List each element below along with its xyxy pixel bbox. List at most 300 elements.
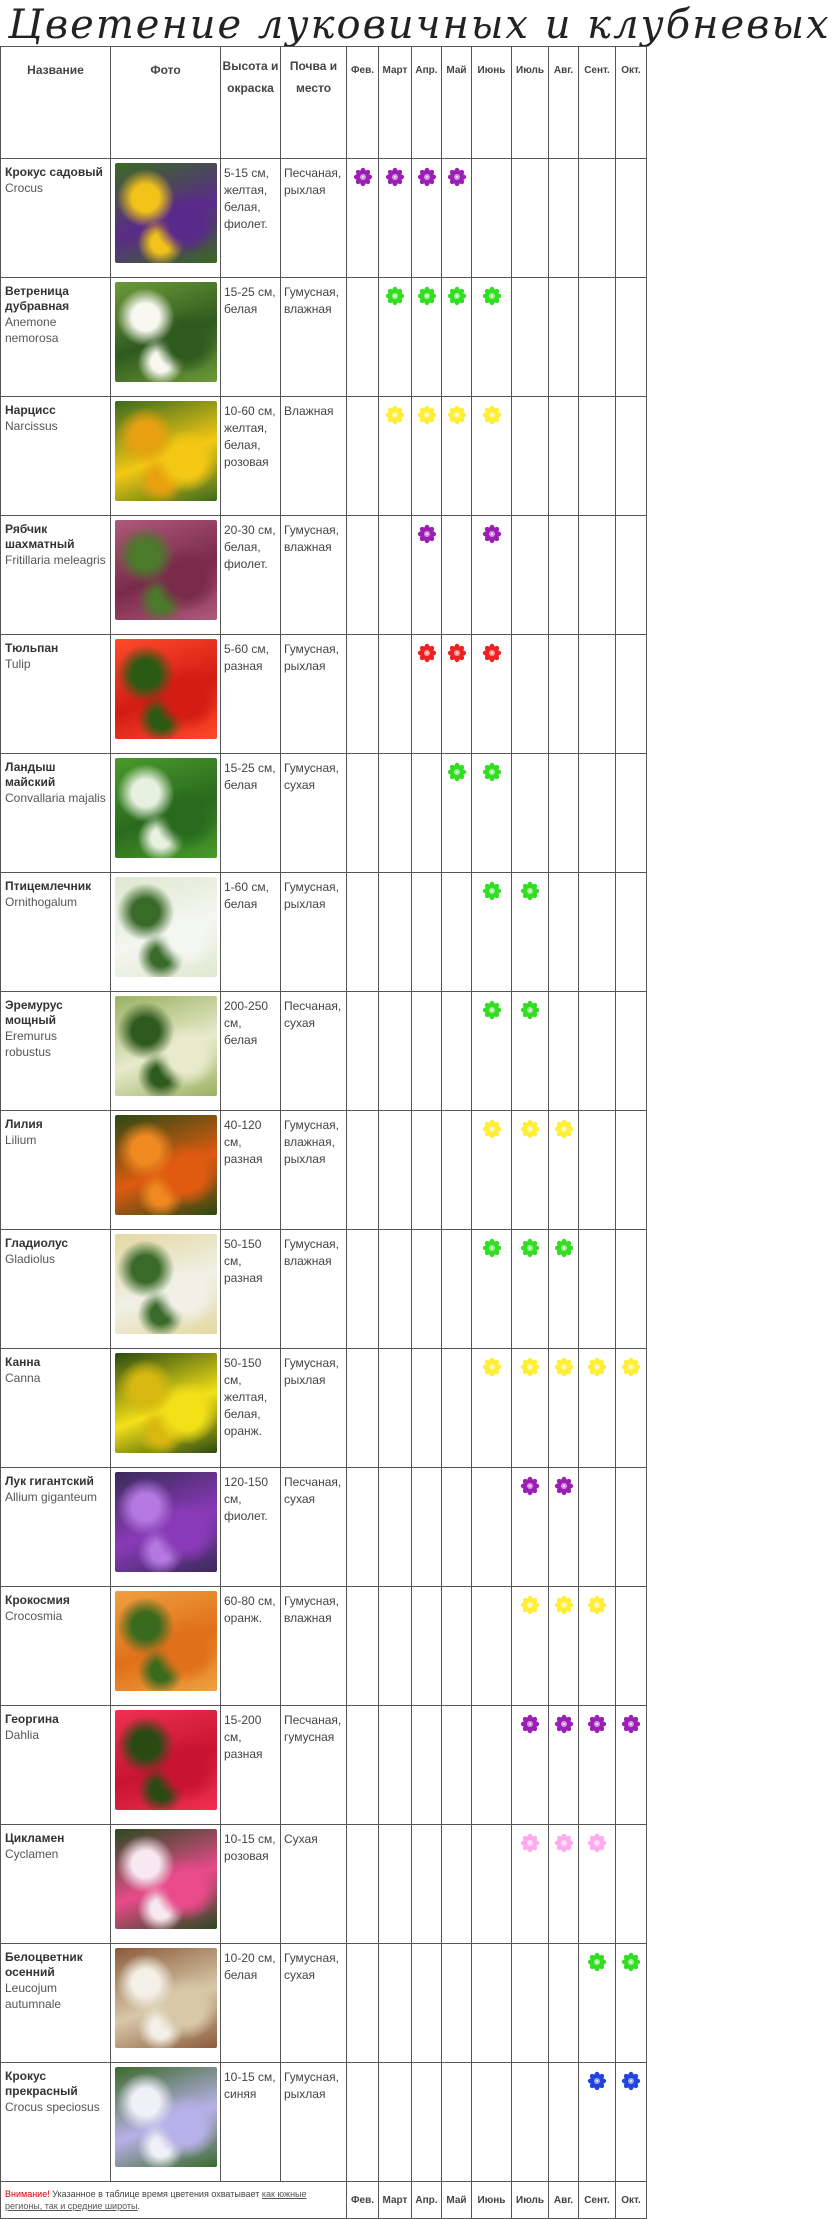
bloom-cell-Окт. — [616, 992, 647, 1111]
bloom-cell-Март — [379, 873, 412, 992]
bloom-cell-Апр. — [412, 1349, 442, 1468]
plant-name: Белоцветник осенний — [5, 1950, 83, 1979]
plant-height-color: 10-15 см, синяя — [221, 2063, 281, 2182]
bloom-flower-icon — [482, 405, 502, 425]
plant-photo-cell — [111, 1944, 221, 2063]
plant-photo — [115, 401, 217, 501]
col-header-month: Март — [379, 47, 412, 159]
bloom-cell-Март — [379, 1230, 412, 1349]
bloom-cell-Июль — [512, 2063, 549, 2182]
footer-month: Июнь — [472, 2182, 512, 2219]
bloom-cell-Апр. — [412, 1587, 442, 1706]
bloom-cell-Июль — [512, 278, 549, 397]
bloom-cell-Авг. — [549, 1468, 579, 1587]
plant-name: Птицемлечник — [5, 879, 92, 893]
plant-height-color: 10-15 см, розовая — [221, 1825, 281, 1944]
plant-soil: Гумусная, сухая — [281, 754, 347, 873]
plant-photo — [115, 1115, 217, 1215]
plant-name: Цикламен — [5, 1831, 65, 1845]
bloom-flower-icon — [385, 167, 405, 187]
bloom-cell-Июль — [512, 1349, 549, 1468]
plant-photo — [115, 282, 217, 382]
bloom-flower-icon — [587, 1595, 607, 1615]
bloom-cell-Фев. — [347, 1825, 379, 1944]
bloom-cell-Фев. — [347, 873, 379, 992]
bloom-cell-Окт. — [616, 397, 647, 516]
plant-photo — [115, 2067, 217, 2167]
bloom-cell-Фев. — [347, 2063, 379, 2182]
bloom-table — [0, 46, 647, 2219]
bloom-cell-Фев. — [347, 278, 379, 397]
plant-row — [1, 2063, 647, 2182]
plant-latin-name: Crocus speciosus — [5, 2100, 100, 2114]
plant-photo — [115, 639, 217, 739]
bloom-flower-icon — [447, 286, 467, 306]
plant-row — [1, 516, 647, 635]
bloom-cell-Март — [379, 992, 412, 1111]
col-header-soil: Почва и место — [281, 47, 347, 159]
bloom-flower-icon — [447, 405, 467, 425]
bloom-cell-Март — [379, 1349, 412, 1468]
bloom-cell-Апр. — [412, 873, 442, 992]
bloom-flower-icon — [587, 1357, 607, 1377]
plant-photo — [115, 163, 217, 263]
plant-latin-name: Lilium — [5, 1133, 37, 1147]
footer-warning: Внимание! — [5, 2189, 50, 2199]
bloom-flower-icon — [447, 643, 467, 663]
plant-latin-name: Anemone nemorosa — [5, 315, 59, 345]
plant-height-color: 1-60 см, белая — [221, 873, 281, 992]
bloom-cell-Май — [442, 754, 472, 873]
bloom-cell-Май — [442, 1349, 472, 1468]
plant-soil: Гумусная, влажная, рыхлая — [281, 1111, 347, 1230]
bloom-cell-Сент. — [579, 1230, 616, 1349]
plant-name-cell — [1, 1944, 111, 2063]
bloom-flower-icon — [587, 2071, 607, 2091]
bloom-cell-Авг. — [549, 1706, 579, 1825]
bloom-flower-icon — [587, 1714, 607, 1734]
bloom-cell-Сент. — [579, 278, 616, 397]
bloom-flower-icon — [554, 1238, 574, 1258]
bloom-cell-Май — [442, 2063, 472, 2182]
bloom-cell-Окт. — [616, 1587, 647, 1706]
bloom-cell-Апр. — [412, 1944, 442, 2063]
bloom-cell-Июль — [512, 754, 549, 873]
plant-name-cell — [1, 1825, 111, 1944]
bloom-cell-Окт. — [616, 516, 647, 635]
bloom-cell-Окт. — [616, 873, 647, 992]
plant-name: Лилия — [5, 1117, 43, 1131]
bloom-cell-Авг. — [549, 1944, 579, 2063]
plant-photo — [115, 1948, 217, 2048]
bloom-cell-Сент. — [579, 1468, 616, 1587]
bloom-cell-Июнь — [472, 1706, 512, 1825]
bloom-cell-Сент. — [579, 1706, 616, 1825]
bloom-cell-Апр. — [412, 1706, 442, 1825]
bloom-cell-Май — [442, 873, 472, 992]
bloom-cell-Авг. — [549, 516, 579, 635]
plant-row — [1, 1468, 647, 1587]
plant-name: Крокосмия — [5, 1593, 70, 1607]
plant-name-cell — [1, 1468, 111, 1587]
plant-row — [1, 1825, 647, 1944]
bloom-cell-Фев. — [347, 1944, 379, 2063]
bloom-cell-Авг. — [549, 159, 579, 278]
plant-height-color: 120-150 см, фиолет. — [221, 1468, 281, 1587]
bloom-cell-Июль — [512, 1944, 549, 2063]
plant-photo — [115, 758, 217, 858]
plant-height-color: 50-150 см, разная — [221, 1230, 281, 1349]
bloom-cell-Май — [442, 1587, 472, 1706]
bloom-flower-icon — [417, 286, 437, 306]
plant-photo — [115, 1591, 217, 1691]
col-header-month: Май — [442, 47, 472, 159]
plant-name-cell — [1, 992, 111, 1111]
plant-name: Ландыш майский — [5, 760, 56, 789]
plant-name: Гладиолус — [5, 1236, 69, 1250]
plant-latin-name: Ornithogalum — [5, 895, 78, 909]
footer-text: Указанное в таблице время цветения охватывает — [49, 2189, 262, 2199]
bloom-cell-Июль — [512, 635, 549, 754]
bloom-cell-Июнь — [472, 754, 512, 873]
bloom-cell-Май — [442, 1944, 472, 2063]
bloom-cell-Июль — [512, 992, 549, 1111]
bloom-flower-icon — [385, 405, 405, 425]
bloom-cell-Июль — [512, 516, 549, 635]
bloom-cell-Авг. — [549, 1349, 579, 1468]
plant-soil: Песчаная, сухая — [281, 992, 347, 1111]
bloom-cell-Окт. — [616, 1706, 647, 1825]
bloom-cell-Фев. — [347, 1468, 379, 1587]
bloom-cell-Авг. — [549, 635, 579, 754]
plant-height-color: 60-80 см, оранж. — [221, 1587, 281, 1706]
bloom-cell-Окт. — [616, 2063, 647, 2182]
bloom-cell-Апр. — [412, 635, 442, 754]
bloom-cell-Авг. — [549, 1825, 579, 1944]
bloom-flower-icon — [554, 1357, 574, 1377]
footer-month: Март — [379, 2182, 412, 2219]
plant-photo — [115, 996, 217, 1096]
plant-row — [1, 1230, 647, 1349]
bloom-cell-Июнь — [472, 516, 512, 635]
plant-name: Нарцисс — [5, 403, 56, 417]
bloom-flower-icon — [482, 1357, 502, 1377]
bloom-cell-Май — [442, 1706, 472, 1825]
plant-photo-cell — [111, 1587, 221, 1706]
plant-photo-cell — [111, 516, 221, 635]
bloom-cell-Авг. — [549, 2063, 579, 2182]
bloom-cell-Май — [442, 1825, 472, 1944]
plant-latin-name: Convallaria majalis — [5, 791, 106, 805]
bloom-cell-Март — [379, 397, 412, 516]
bloom-flower-icon — [621, 1952, 641, 1972]
bloom-cell-Сент. — [579, 1944, 616, 2063]
footer-month: Фев. — [347, 2182, 379, 2219]
bloom-flower-icon — [482, 1000, 502, 1020]
bloom-cell-Сент. — [579, 397, 616, 516]
plant-photo-cell — [111, 754, 221, 873]
bloom-flower-icon — [621, 1714, 641, 1734]
plant-photo-cell — [111, 1468, 221, 1587]
bloom-cell-Июль — [512, 1587, 549, 1706]
plant-name-cell — [1, 159, 111, 278]
footer-end: . — [137, 2201, 140, 2211]
plant-row — [1, 1706, 647, 1825]
bloom-flower-icon — [482, 881, 502, 901]
bloom-flower-icon — [520, 881, 540, 901]
footer-month: Апр. — [412, 2182, 442, 2219]
bloom-cell-Фев. — [347, 516, 379, 635]
bloom-cell-Июнь — [472, 1468, 512, 1587]
plant-height-color: 20-30 см, белая, фиолет. — [221, 516, 281, 635]
bloom-cell-Март — [379, 1706, 412, 1825]
table-footer-row — [1, 2182, 647, 2219]
bloom-cell-Март — [379, 2063, 412, 2182]
plant-soil: Песчаная, сухая — [281, 1468, 347, 1587]
plant-name: Георгина — [5, 1712, 59, 1726]
plant-row — [1, 873, 647, 992]
footer-month: Сент. — [579, 2182, 616, 2219]
footer-month: Июль — [512, 2182, 549, 2219]
bloom-cell-Фев. — [347, 1230, 379, 1349]
plant-name-cell — [1, 873, 111, 992]
bloom-cell-Июнь — [472, 397, 512, 516]
plant-soil: Гумусная, рыхлая — [281, 2063, 347, 2182]
bloom-cell-Июль — [512, 1706, 549, 1825]
bloom-flower-icon — [482, 524, 502, 544]
bloom-flower-icon — [554, 1833, 574, 1853]
bloom-cell-Июль — [512, 873, 549, 992]
bloom-cell-Сент. — [579, 873, 616, 992]
bloom-cell-Сент. — [579, 2063, 616, 2182]
bloom-cell-Окт. — [616, 1825, 647, 1944]
bloom-cell-Июль — [512, 1230, 549, 1349]
plant-soil: Гумусная, влажная — [281, 1230, 347, 1349]
bloom-cell-Март — [379, 1587, 412, 1706]
bloom-flower-icon — [621, 2071, 641, 2091]
footer-note — [1, 2182, 347, 2219]
bloom-cell-Сент. — [579, 992, 616, 1111]
bloom-cell-Апр. — [412, 159, 442, 278]
bloom-cell-Окт. — [616, 159, 647, 278]
bloom-cell-Фев. — [347, 159, 379, 278]
bloom-cell-Апр. — [412, 1111, 442, 1230]
bloom-flower-icon — [520, 1119, 540, 1139]
bloom-cell-Апр. — [412, 516, 442, 635]
bloom-cell-Сент. — [579, 1825, 616, 1944]
plant-name-cell — [1, 1706, 111, 1825]
bloom-cell-Сент. — [579, 1111, 616, 1230]
table-header-row — [1, 47, 647, 159]
bloom-flower-icon — [554, 1595, 574, 1615]
plant-soil: Песчаная, рыхлая — [281, 159, 347, 278]
plant-row — [1, 397, 647, 516]
bloom-cell-Июнь — [472, 635, 512, 754]
bloom-cell-Май — [442, 516, 472, 635]
bloom-cell-Апр. — [412, 2063, 442, 2182]
plant-soil: Гумусная, рыхлая — [281, 1349, 347, 1468]
bloom-cell-Фев. — [347, 1349, 379, 1468]
plant-name: Крокус садовый — [5, 165, 103, 179]
plant-photo — [115, 1353, 217, 1453]
bloom-cell-Апр. — [412, 754, 442, 873]
plant-photo-cell — [111, 1825, 221, 1944]
bloom-cell-Авг. — [549, 992, 579, 1111]
bloom-cell-Сент. — [579, 1587, 616, 1706]
bloom-flower-icon — [587, 1952, 607, 1972]
bloom-flower-icon — [520, 1238, 540, 1258]
plant-row — [1, 1111, 647, 1230]
plant-name: Крокус прекрасный — [5, 2069, 78, 2098]
bloom-flower-icon — [353, 167, 373, 187]
bloom-cell-Авг. — [549, 1230, 579, 1349]
plant-name: Эремурус мощный — [5, 998, 63, 1027]
col-header-name: Название — [1, 47, 111, 159]
plant-row — [1, 992, 647, 1111]
bloom-cell-Март — [379, 516, 412, 635]
bloom-cell-Фев. — [347, 754, 379, 873]
bloom-cell-Июль — [512, 159, 549, 278]
plant-latin-name: Crocus — [5, 181, 44, 195]
plant-soil: Влажная — [281, 397, 347, 516]
col-header-month: Июль — [512, 47, 549, 159]
bloom-cell-Окт. — [616, 1349, 647, 1468]
plant-latin-name: Leucojum autumnale — [5, 1981, 62, 2011]
plant-height-color: 15-200 см, разная — [221, 1706, 281, 1825]
plant-photo — [115, 1710, 217, 1810]
bloom-cell-Апр. — [412, 1825, 442, 1944]
bloom-flower-icon — [482, 286, 502, 306]
bloom-flower-icon — [587, 1833, 607, 1853]
bloom-cell-Июнь — [472, 1349, 512, 1468]
bloom-cell-Май — [442, 1111, 472, 1230]
bloom-cell-Июнь — [472, 1587, 512, 1706]
footer-month: Май — [442, 2182, 472, 2219]
bloom-cell-Май — [442, 992, 472, 1111]
plant-name: Рябчик шахматный — [5, 522, 75, 551]
plant-height-color: 10-60 см, желтая, белая, розовая — [221, 397, 281, 516]
plant-row — [1, 1349, 647, 1468]
bloom-cell-Апр. — [412, 1230, 442, 1349]
plant-photo-cell — [111, 635, 221, 754]
plant-latin-name: Eremurus robustus — [5, 1029, 58, 1059]
bloom-cell-Июнь — [472, 1230, 512, 1349]
bloom-flower-icon — [520, 1595, 540, 1615]
plant-photo — [115, 1234, 217, 1334]
plant-photo-cell — [111, 2063, 221, 2182]
bloom-flower-icon — [554, 1119, 574, 1139]
page-title-text: Цветение луковичных и клубневых — [8, 2, 831, 48]
plant-photo-cell — [111, 159, 221, 278]
plant-name-cell — [1, 1587, 111, 1706]
bloom-cell-Апр. — [412, 397, 442, 516]
plant-name-cell — [1, 1349, 111, 1468]
bloom-cell-Июль — [512, 1468, 549, 1587]
plant-latin-name: Narcissus — [5, 419, 58, 433]
bloom-cell-Фев. — [347, 992, 379, 1111]
plant-name: Лук гигантский — [5, 1474, 94, 1488]
bloom-cell-Май — [442, 1468, 472, 1587]
plant-row — [1, 754, 647, 873]
bloom-cell-Май — [442, 159, 472, 278]
bloom-flower-icon — [520, 1714, 540, 1734]
bloom-flower-icon — [482, 643, 502, 663]
plant-photo — [115, 1829, 217, 1929]
bloom-flower-icon — [417, 524, 437, 544]
bloom-cell-Фев. — [347, 1587, 379, 1706]
plant-height-color: 200-250 см, белая — [221, 992, 281, 1111]
bloom-cell-Март — [379, 1111, 412, 1230]
plant-soil: Гумусная, влажная — [281, 278, 347, 397]
bloom-cell-Сент. — [579, 516, 616, 635]
bloom-flower-icon — [554, 1476, 574, 1496]
bloom-cell-Июль — [512, 397, 549, 516]
bloom-cell-Фев. — [347, 1111, 379, 1230]
bloom-cell-Июнь — [472, 1825, 512, 1944]
plant-height-color: 15-25 см, белая — [221, 754, 281, 873]
plant-latin-name: Dahlia — [5, 1728, 40, 1742]
footer-month: Окт. — [616, 2182, 647, 2219]
plant-soil: Гумусная, сухая — [281, 1944, 347, 2063]
plant-photo-cell — [111, 1111, 221, 1230]
bloom-flower-icon — [385, 286, 405, 306]
plant-photo-cell — [111, 1230, 221, 1349]
plant-photo — [115, 877, 217, 977]
bloom-cell-Июнь — [472, 1111, 512, 1230]
footer-link[interactable]: как южные регионы, так и средние широты — [5, 2189, 307, 2211]
bloom-cell-Март — [379, 159, 412, 278]
plant-photo — [115, 520, 217, 620]
plant-name-cell — [1, 1230, 111, 1349]
bloom-flower-icon — [417, 405, 437, 425]
col-header-month: Окт. — [616, 47, 647, 159]
plant-photo-cell — [111, 278, 221, 397]
plant-height-color: 5-15 см, желтая, белая, фиолет. — [221, 159, 281, 278]
col-header-month: Сент. — [579, 47, 616, 159]
bloom-cell-Окт. — [616, 1230, 647, 1349]
bloom-flower-icon — [520, 1476, 540, 1496]
bloom-flower-icon — [621, 1357, 641, 1377]
col-header-height: Высота и окраска — [221, 47, 281, 159]
plant-latin-name: Cyclamen — [5, 1847, 59, 1861]
bloom-cell-Май — [442, 397, 472, 516]
plant-soil: Гумусная, рыхлая — [281, 635, 347, 754]
bloom-cell-Фев. — [347, 1706, 379, 1825]
bloom-flower-icon — [447, 167, 467, 187]
bloom-cell-Сент. — [579, 754, 616, 873]
plant-photo-cell — [111, 873, 221, 992]
bloom-cell-Фев. — [347, 635, 379, 754]
bloom-flower-icon — [482, 1238, 502, 1258]
plant-row — [1, 635, 647, 754]
bloom-cell-Окт. — [616, 1468, 647, 1587]
plant-height-color: 50-150 см, желтая, белая, оранж. — [221, 1349, 281, 1468]
bloom-cell-Июнь — [472, 278, 512, 397]
plant-row — [1, 159, 647, 278]
bloom-cell-Апр. — [412, 992, 442, 1111]
plant-height-color: 5-60 см, разная — [221, 635, 281, 754]
bloom-cell-Окт. — [616, 1944, 647, 2063]
plant-photo-cell — [111, 1349, 221, 1468]
bloom-cell-Май — [442, 635, 472, 754]
bloom-cell-Окт. — [616, 754, 647, 873]
bloom-flower-icon — [482, 1119, 502, 1139]
plant-height-color: 10-20 см, белая — [221, 1944, 281, 2063]
bloom-cell-Авг. — [549, 1587, 579, 1706]
bloom-cell-Июнь — [472, 992, 512, 1111]
plant-latin-name: Crocosmia — [5, 1609, 63, 1623]
plant-soil: Песчаная, гумусная — [281, 1706, 347, 1825]
